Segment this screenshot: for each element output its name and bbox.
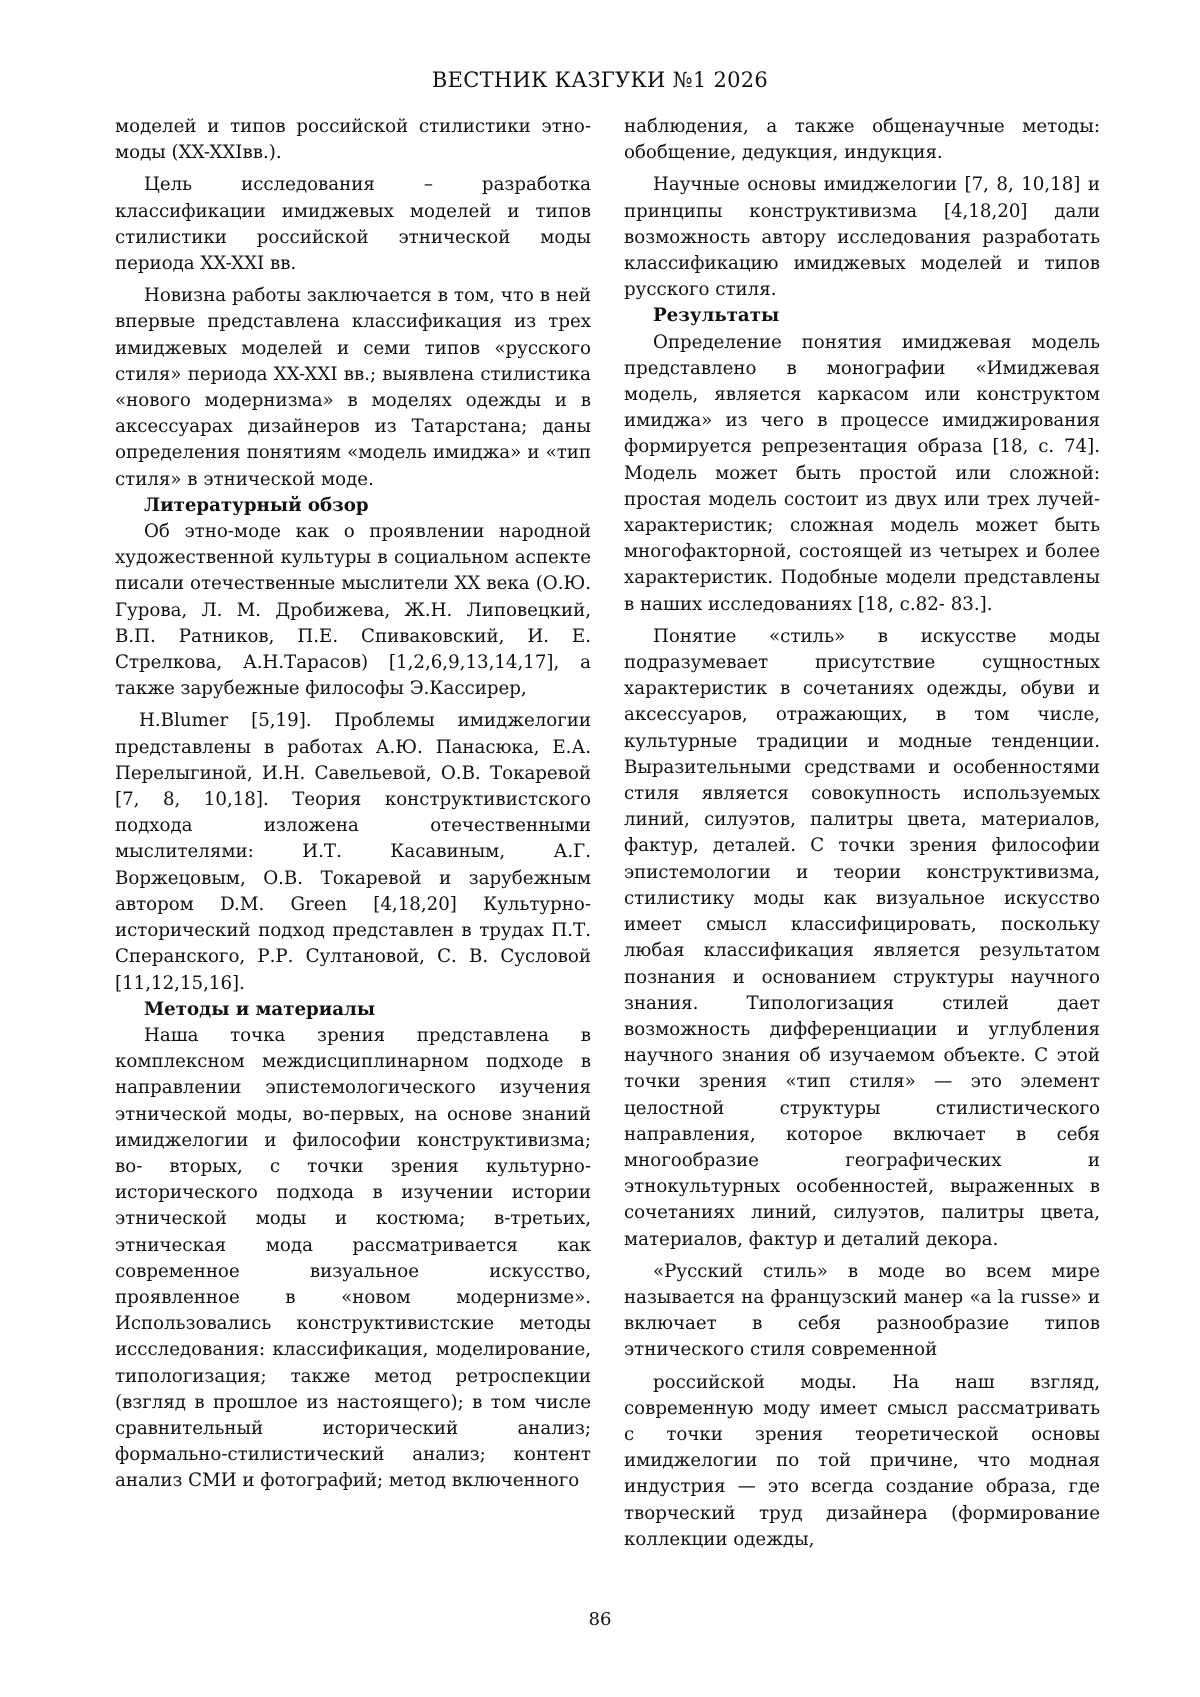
paragraph: Новизна работы заключается в том, что в ней впервые представлена классификация из трех имиджевых моделей и семи типов «русского стиля» периода XX-XXI вв.; выявлена стилистика «нового модернизма» в моделях одежды и в аксессуарах дизайнеров из Татарстана; даны определения понятиям «модель имиджа» и «тип стиля» в этнической моде. bbox=[115, 285, 591, 490]
journal-header: ВЕСТНИК КАЗГУКИ №1 2026 bbox=[431, 68, 769, 92]
left-column bbox=[115, 114, 591, 1495]
page-number: 86 bbox=[588, 1609, 612, 1630]
paragraph: Цель исследования – разработка классификации имиджевых моделей и типов стилистики российской этнической моды периода XX-XXI вв. bbox=[115, 174, 591, 275]
section-heading: Литературный обзор bbox=[144, 494, 369, 516]
paragraph: Наша точка зрения представлена в комплексном междисциплинарном подходе в направлении эпистемологического изучения этнической моды, во-первых, на основе знаний имиджелогии и философии конструктивизма; во- вторых, с точки зрения культурно-исторического подхода в изучении истории этнической моды и костюма; в-третьих, этническая мода рассматривается как современное визуальное искусство, проявленное в «новом модернизме». Использовались конструктивистские методы иссследования: классификация, моделирование, типологизация; также метод ретроспекции (взгляд в прошлое из настоящего); в том числе сравнительный исторический анализ; формально-стилистический анализ; контент анализ СМИ и фотографий; метод включенного bbox=[115, 1024, 591, 1492]
paragraph: моделей и типов российской стилистики этно-моды (XX-XXIвв.). bbox=[115, 116, 591, 164]
paragraph: российской моды. На наш взгляд, современную моду имеет смысл рассматривать с точки зрения теоретической основы имиджелогии по той причине, что модная индустрия — это всегда создание образа, где творческий труд дизайнера (формирование коллекции одежды, bbox=[624, 1371, 1100, 1550]
paragraph: Научные основы имиджелогии [7, 8, 10,18] и принципы конструктивизма [4,18,20] дали возможность автору исследования разработать классификацию имиджевых моделей и типов русского стиля. bbox=[624, 174, 1100, 301]
paragraph: Об этно-моде как о проявлении народной художественной культуры в социальном аспекте писали отечественные мыслители XX века (О.Ю. Гурова, Л. М. Дробижева, Ж.Н. Липовецкий, В.П. Ратников, П.Е. Спиваковский, И. Е. Стрелкова, А.Н.Тарасов) [1,2,6,9,13,14,17], а также зарубежные философы Э.Кассирер, bbox=[115, 521, 591, 700]
section-heading: Методы и материалы bbox=[144, 998, 376, 1020]
section-heading: Результаты bbox=[653, 305, 780, 327]
paragraph: H.Blumer [5,19]. Проблемы имиджелогии представлены в работах А.Ю. Панасюка, Е.А. Перелыгиной, И.Н. Савельевой, О.В. Токаревой [7, 8, 10,18]. Теория конструктивистского подхода изложена отечественными мыслителями: И.Т. Касавиным, А.Г. Воржецовым, О.В. Токаревой и зарубежным автором D.M. Green [4,18,20] Культурно-исторический подход представлен в трудах П.Т. Сперанского, Р.Р. Султановой, С. В. Сусловой [11,12,15,16]. bbox=[115, 710, 591, 994]
paragraph: наблюдения, а также общенаучные методы: обобщение, дедукция, индукция. bbox=[624, 116, 1100, 164]
right-column bbox=[624, 114, 1100, 1553]
paragraph: «Русский стиль» в моде во всем мире называется на французский манер «a la russe» и включает в себя разнообразие типов этнического стиля современной bbox=[624, 1260, 1100, 1361]
paragraph: Определение понятия имиджевая модель представлено в монографии «Имиджевая модель, является каркасом или конструктом имиджа» из чего в процессе имиджирования формируется репрезентация образа [18, с. 74]. Модель может быть простой или сложной: простая модель состоит из двух или трех лучей-характеристик; сложная модель может быть многофакторной, состоящей из четырех и более характеристик. Подобные модели представлены в наших исследованиях [18, с.82- 83.]. bbox=[624, 331, 1100, 615]
paragraph: Понятие «стиль» в искусстве моды подразумевает присутствие сущностных характеристик в сочетаниях одежды, обуви и аксессуаров, отражающих, в том числе, культурные традиции и модные тенденции. Выразительными средствами и особенностями стиля является совокупность используемых линий, силуэтов, палитры цвета, материалов, фактур, деталей. С точки зрения философии эпистемологии и теории конструктивизма, стилистику моды как визуальное искусство имеет смысл классифицировать, поскольку любая классификация является результатом познания и основанием структуры научного знания. Типологизация стилей дает возможность дифференциации и углубления научного знания об изучаемом объекте. С этой точки зрения «тип стиля» — это элемент целостной структуры стилистического направления, которое включает в себя многообразие географических и этнокультурных особенностей, выраженных в сочетаниях линий, силуэтов, палитры цвета, материалов, фактур и деталий декора. bbox=[624, 625, 1100, 1250]
